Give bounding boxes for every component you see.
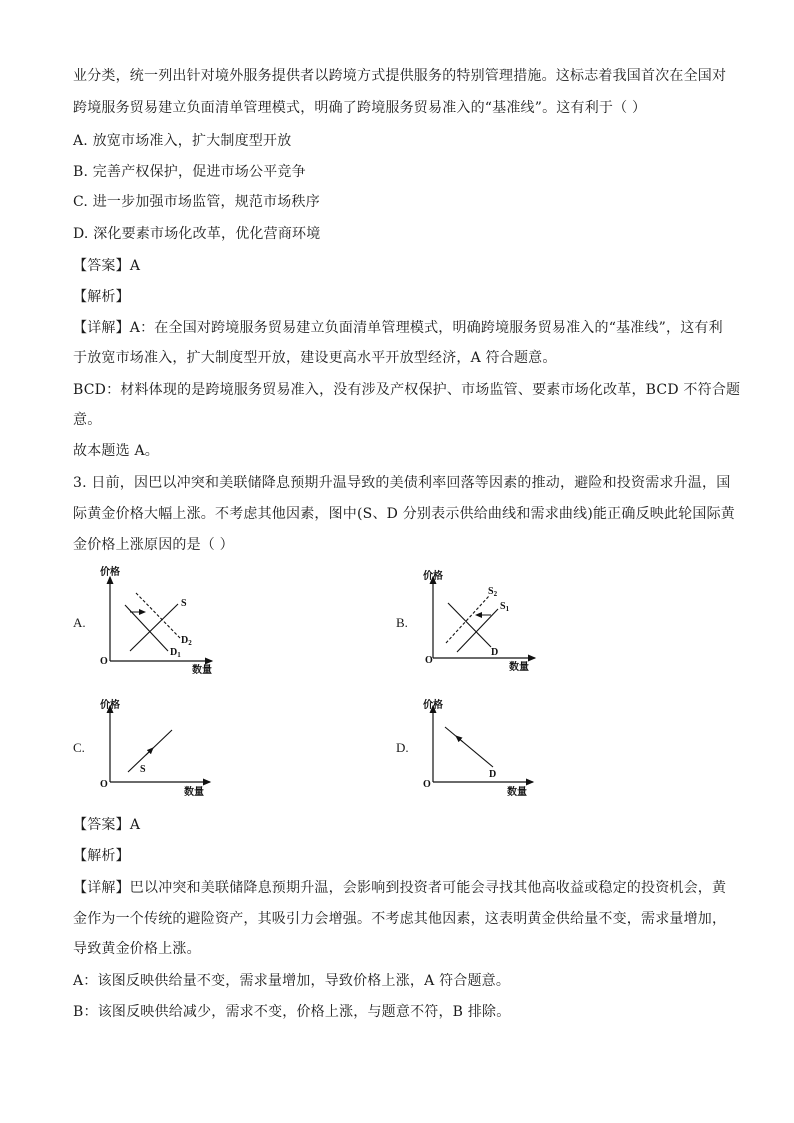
q2-option-c: C. 进一步加强市场监管，规范市场秩序 [73,194,320,210]
graph-c-option-label: C. [73,740,85,755]
x-axis-label: 数量 [184,787,204,798]
q3-stem-line-3: 金价格上涨原因的是（ ） [73,537,234,553]
q2-option-b: B. 完善产权保护，促进市场公平竞争 [73,164,306,180]
answer-label: 【答案】 [73,258,130,274]
graph-d-option-label: D. [396,740,409,755]
x-axis-label: 数量 [507,787,527,798]
demand-curve-d2 [136,593,180,638]
q3-analysis-label: 【解析】 [73,848,130,864]
supply-s2-label: $S_2$ [488,586,498,598]
q2-analysis-label: 【解析】 [73,289,130,305]
origin-label: O [425,655,433,666]
q2-detail-line-1: 【详解】A：在全国对跨境服务贸易建立负面清单管理模式，明确跨境服务贸易准入的“基准线”，这有利 [73,320,723,336]
q2-option-d: D. 深化要素市场化改革，优化营商环境 [73,226,321,242]
q3-detail-line-2: 金作为一个传统的避险资产，其吸引力会增强。不考虑其他因素，这表明黄金供给量不变，需求量增加， [73,911,727,927]
movement-arrow [146,748,153,755]
q3-stem-line-2: 际黄金价格大幅上涨。不考虑其他因素，图中(S、D 分别表示供给曲线和需求曲线)能正确反映此轮国际黄 [73,506,735,522]
graph-a-option-label: A. [73,615,86,630]
demand-d1-label: $D_1$ [170,647,181,659]
origin-label: O [100,656,108,667]
demand-curve [445,727,493,767]
demand-label: D [489,769,497,780]
q2-detail-line-2: 于放宽市场准入，扩大制度型开放，建设更高水平开放型经济，A 符合题意。 [73,350,557,366]
supply-label: S [140,764,146,775]
y-axis-label: 价格 [423,571,443,582]
x-axis-label: 数量 [509,662,529,673]
q3-detail-line-3: 导致黄金价格上涨。 [73,941,201,957]
demand-curve [448,603,491,647]
movement-arrow [456,736,463,742]
graph-a [90,563,230,678]
y-axis-label: 价格 [100,700,120,711]
q3-answer [73,815,140,835]
answer-label: 【答案】 [73,817,130,833]
q2-detail-line-4: 意。 [73,412,102,428]
q2-answer [73,256,140,276]
origin-label: O [100,779,108,790]
graph-c [90,692,230,802]
demand-d2-label: $D_2$ [181,635,192,647]
graph-d [413,692,553,802]
y-axis-label: 价格 [100,567,120,578]
graph-b-option-label: B. [396,615,408,630]
q3-detail-line-4: A：该图反映供给量不变，需求量增加，导致价格上涨，A 符合题意。 [73,973,511,989]
q2-stem-line-1: 业分类，统一列出针对境外服务提供者以跨境方式提供服务的特别管理措施。这标志着我国首次在全国对 [73,68,727,84]
x-axis-label: 数量 [192,665,212,676]
origin-label: O [423,779,431,790]
supply-s1-label: $S_1$ [500,601,510,613]
q3-detail-line-5: B：该图反映供给减少，需求不变，价格上涨，与题意不符，B 排除。 [73,1004,511,1020]
graph-b [413,563,553,678]
q2-stem-line-2: 跨境服务贸易建立负面清单管理模式，明确了跨境服务贸易准入的“基准线”。这有利于（ ） [73,100,647,116]
answer-value: A [129,817,141,833]
q3-stem-line-1: 3. 日前，因巴以冲突和美联储降息预期升温导致的美债利率回落等因素的推动，避险和投资需求升温，国 [73,475,731,491]
q2-conclusion: 故本题选 A。 [73,443,159,459]
q2-detail-line-3: BCD：材料体现的是跨境服务贸易准入，没有涉及产权保护、市场监管、要素市场化改革，BCD 不符合题 [73,382,741,398]
supply-curve-s2 [446,596,489,643]
supply-label: S [181,598,187,609]
demand-label: D [491,647,499,658]
q2-option-a: A. 放宽市场准入，扩大制度型开放 [73,133,292,149]
q3-detail-line-1: 【详解】巴以冲突和美联储降息预期升温，会影响到投资者可能会寻找其他高收益或稳定的投资机会，黄 [73,880,727,896]
y-axis-label: 价格 [423,700,443,711]
answer-value: A [129,258,141,274]
